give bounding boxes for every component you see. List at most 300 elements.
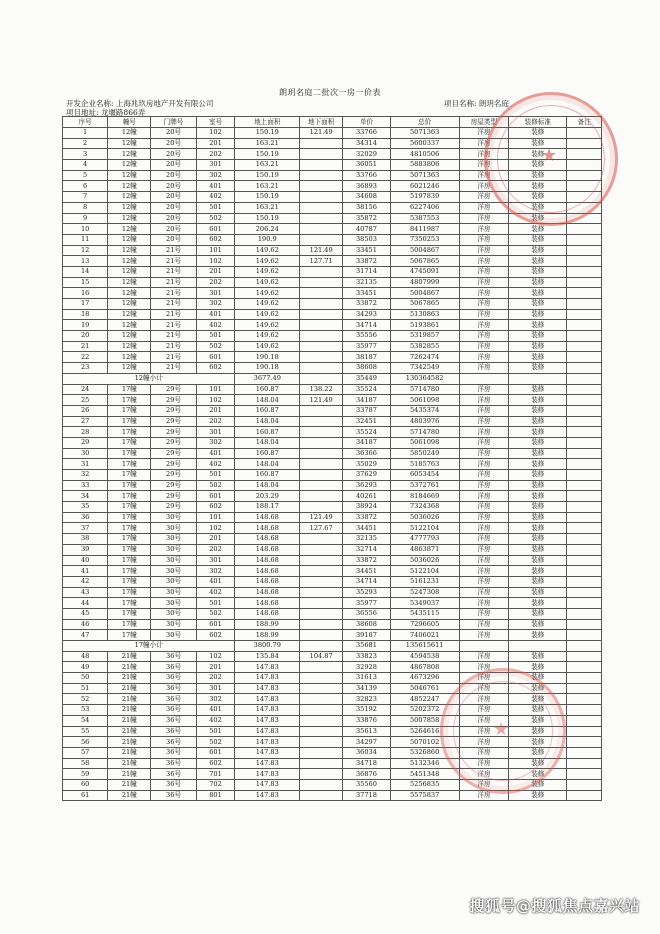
table-row (63, 651, 602, 662)
table-row (63, 277, 602, 288)
table-row (63, 587, 602, 598)
table-cell: 12 (63, 245, 108, 256)
table-cell (567, 416, 602, 427)
table-cell: 4852247 (390, 694, 459, 705)
table-cell: 16 (63, 288, 108, 299)
table-cell: 洋房 (459, 363, 509, 374)
project-line (444, 98, 509, 109)
table-cell: 36号 (151, 779, 196, 790)
table-cell: 装修 (509, 694, 567, 705)
table-cell: 32823 (343, 694, 390, 705)
table-cell: 洋房 (459, 352, 509, 363)
table-cell: 36893 (343, 181, 390, 192)
table-cell: 33823 (343, 651, 390, 662)
table-cell: 201 (196, 138, 235, 149)
table-cell: 21幢 (108, 747, 151, 758)
table-cell: 6227406 (390, 202, 459, 213)
table-cell: 5202372 (390, 705, 459, 716)
table-cell: 洋房 (459, 491, 509, 502)
table-cell: 190.18 (235, 352, 300, 363)
table-cell (567, 502, 602, 513)
subtotal-row (63, 373, 602, 384)
table-cell: 21 (63, 341, 108, 352)
table-cell: 洋房 (459, 790, 509, 801)
table-cell: 洋房 (459, 341, 509, 352)
table-cell: 147.83 (235, 779, 300, 790)
table-cell: 装修 (509, 192, 567, 203)
table-cell: 装修 (509, 630, 567, 641)
table-cell: 160.87 (235, 470, 300, 481)
table-row (63, 192, 602, 203)
table-cell (567, 630, 602, 641)
table-cell: 21幢 (108, 694, 151, 705)
table-cell: 洋房 (459, 630, 509, 641)
table-cell: 11 (63, 234, 108, 245)
table-cell: 30号 (151, 566, 196, 577)
table-cell: 601 (196, 352, 235, 363)
table-cell: 4867808 (390, 662, 459, 673)
table-row (63, 608, 602, 619)
table-cell: 30号 (151, 534, 196, 545)
table-cell: 31 (63, 459, 108, 470)
table-cell (567, 694, 602, 705)
table-cell (567, 523, 602, 534)
table-cell: 35613 (343, 726, 390, 737)
table-row (63, 202, 602, 213)
table-cell: 147.83 (235, 705, 300, 716)
table-row (63, 566, 602, 577)
table-cell: 104.87 (300, 651, 343, 662)
table-cell: 138.22 (300, 384, 343, 395)
table-cell: 502 (196, 341, 235, 352)
table-row (63, 299, 602, 310)
table-cell: 102 (196, 256, 235, 267)
table-cell: 163.21 (235, 202, 300, 213)
table-cell: 17幢 (108, 555, 151, 566)
table-cell: 洋房 (459, 427, 509, 438)
table-cell: 17幢 (108, 598, 151, 609)
table-cell: 40787 (343, 224, 390, 235)
table-cell: 29号 (151, 384, 196, 395)
table-cell (300, 299, 343, 310)
table-cell: 27 (63, 416, 108, 427)
table-cell: 35192 (343, 705, 390, 716)
table-cell: 36366 (343, 448, 390, 459)
table-cell: 装修 (509, 352, 567, 363)
table-cell: 5387553 (390, 213, 459, 224)
table-cell: 装修 (509, 523, 567, 534)
table-cell: 601 (196, 747, 235, 758)
table-cell: 602 (196, 630, 235, 641)
table-cell: 5247308 (390, 587, 459, 598)
table-row (63, 480, 602, 491)
table-cell: 20 (63, 331, 108, 342)
table-row (63, 395, 602, 406)
table-cell: 39 (63, 544, 108, 555)
table-cell: 21幢 (108, 790, 151, 801)
table-cell (567, 662, 602, 673)
table-cell: 402 (196, 587, 235, 598)
table-cell: 7296605 (390, 619, 459, 630)
table-row (63, 448, 602, 459)
table-cell: 33 (63, 480, 108, 491)
table-cell: 17幢 (108, 470, 151, 481)
table-cell: 4 (63, 160, 108, 171)
table-cell: 12幢 (108, 245, 151, 256)
table-cell: 洋房 (459, 502, 509, 513)
table-cell (300, 277, 343, 288)
table-cell: 21号 (151, 341, 196, 352)
page-title: 朗玥名庭二批次一房一价表 (279, 88, 381, 97)
table-cell: 32135 (343, 534, 390, 545)
table-cell: 12幢 (108, 149, 151, 160)
table-cell: 147.83 (235, 747, 300, 758)
table-cell: 装修 (509, 705, 567, 716)
table-cell (300, 491, 343, 502)
address-label: 项目地址: (66, 108, 99, 117)
table-cell: 148.68 (235, 566, 300, 577)
table-cell: 17幢 (108, 534, 151, 545)
table-cell: 21幢 (108, 758, 151, 769)
table-cell: 8411987 (390, 224, 459, 235)
table-cell: 5850249 (390, 448, 459, 459)
table-cell: 34297 (343, 737, 390, 748)
table-row (63, 534, 602, 545)
table-row (63, 405, 602, 416)
table-cell: 34608 (343, 192, 390, 203)
table-cell: 22 (63, 352, 108, 363)
table-cell: 洋房 (459, 128, 509, 139)
table-cell: 35524 (343, 427, 390, 438)
table-cell: 17幢 (108, 630, 151, 641)
table-cell: 装修 (509, 779, 567, 790)
table-cell (300, 181, 343, 192)
table-cell: 4673296 (390, 673, 459, 684)
table-row (63, 694, 602, 705)
table-cell (300, 534, 343, 545)
table-cell: 102 (196, 395, 235, 406)
table-row (63, 245, 602, 256)
table-cell (567, 769, 602, 780)
table-cell: 32029 (343, 149, 390, 160)
table-row (63, 598, 602, 609)
table-cell: 洋房 (459, 288, 509, 299)
table-cell: 46 (63, 619, 108, 630)
table-cell: 装修 (509, 491, 567, 502)
table-cell: 402 (196, 192, 235, 203)
table-cell (300, 779, 343, 790)
table-cell: 3 (63, 149, 108, 160)
table-cell: 洋房 (459, 459, 509, 470)
table-cell: 102 (196, 651, 235, 662)
table-cell: 8 (63, 202, 108, 213)
table-cell: 洋房 (459, 245, 509, 256)
table-cell: 501 (196, 726, 235, 737)
table-cell (567, 747, 602, 758)
table-cell: 12幢 (108, 352, 151, 363)
table-row (63, 427, 602, 438)
table-cell: 36号 (151, 673, 196, 684)
table-cell: 20号 (151, 202, 196, 213)
subtotal-price: 35681 (343, 641, 390, 652)
table-cell: 35029 (343, 459, 390, 470)
table-cell (567, 737, 602, 748)
table-cell: 149.62 (235, 299, 300, 310)
table-row (63, 384, 602, 395)
table-cell: 17幢 (108, 480, 151, 491)
table-cell (567, 181, 602, 192)
table-cell (300, 790, 343, 801)
table-cell: 502 (196, 608, 235, 619)
table-cell: 装修 (509, 673, 567, 684)
table-cell: 4594538 (390, 651, 459, 662)
table-cell: 洋房 (459, 587, 509, 598)
table-cell: 36556 (343, 608, 390, 619)
table-cell: 5349037 (390, 598, 459, 609)
table-cell: 54 (63, 715, 108, 726)
table-cell: 14 (63, 266, 108, 277)
table-cell (567, 790, 602, 801)
table-cell: 7 (63, 192, 108, 203)
table-cell: 17幢 (108, 459, 151, 470)
table-cell: 洋房 (459, 266, 509, 277)
column-header: 门牌号 (151, 117, 196, 128)
table-cell: 洋房 (459, 747, 509, 758)
table-cell: 148.68 (235, 523, 300, 534)
table-cell: 洋房 (459, 202, 509, 213)
table-cell: 36051 (343, 160, 390, 171)
table-cell: 30号 (151, 608, 196, 619)
table-cell: 4777793 (390, 534, 459, 545)
table-cell: 34451 (343, 523, 390, 534)
table-cell: 190.18 (235, 363, 300, 374)
table-cell: 21号 (151, 288, 196, 299)
table-cell: 装修 (509, 726, 567, 737)
table-cell: 5132346 (390, 758, 459, 769)
table-cell: 148.68 (235, 512, 300, 523)
table-cell: 装修 (509, 427, 567, 438)
table-cell (567, 480, 602, 491)
table-cell: 34139 (343, 683, 390, 694)
table-cell: 装修 (509, 331, 567, 342)
table-cell: 20号 (151, 128, 196, 139)
table-cell: 21幢 (108, 737, 151, 748)
table-cell: 101 (196, 512, 235, 523)
table-cell: 装修 (509, 384, 567, 395)
table-cell (567, 566, 602, 577)
table-cell: 洋房 (459, 737, 509, 748)
table-cell (300, 213, 343, 224)
table-cell: 1 (63, 128, 108, 139)
table-cell (567, 555, 602, 566)
table-cell: 37 (63, 523, 108, 534)
table-cell: 33787 (343, 405, 390, 416)
table-cell: 装修 (509, 715, 567, 726)
table-cell: 150.19 (235, 192, 300, 203)
table-cell: 洋房 (459, 566, 509, 577)
table-cell: 21幢 (108, 779, 151, 790)
table-cell: 44 (63, 598, 108, 609)
table-cell: 21号 (151, 331, 196, 342)
table-cell: 502 (196, 737, 235, 748)
table-cell: 502 (196, 213, 235, 224)
table-cell: 302 (196, 437, 235, 448)
table-cell: 202 (196, 544, 235, 555)
table-cell: 17幢 (108, 608, 151, 619)
table-row (63, 619, 602, 630)
table-cell: 401 (196, 576, 235, 587)
table-cell: 洋房 (459, 192, 509, 203)
table-cell: 12幢 (108, 256, 151, 267)
table-cell (567, 491, 602, 502)
table-cell: 30号 (151, 598, 196, 609)
table-cell: 20号 (151, 149, 196, 160)
table-cell: 302 (196, 170, 235, 181)
table-cell (567, 277, 602, 288)
table-cell: 5061098 (390, 395, 459, 406)
table-cell (567, 224, 602, 235)
table-cell: 17幢 (108, 523, 151, 534)
table-cell: 55 (63, 726, 108, 737)
table-cell: 149.62 (235, 266, 300, 277)
table-cell: 装修 (509, 662, 567, 673)
table-cell: 36号 (151, 737, 196, 748)
table-cell: 4810506 (390, 149, 459, 160)
table-cell: 装修 (509, 480, 567, 491)
table-cell: 5575837 (390, 790, 459, 801)
table-cell (567, 341, 602, 352)
table-cell (300, 619, 343, 630)
table-row (63, 170, 602, 181)
table-cell: 20号 (151, 170, 196, 181)
table-cell: 洋房 (459, 437, 509, 448)
table-row (63, 160, 602, 171)
subtotal-price: 35449 (343, 373, 390, 384)
table-cell: 33872 (343, 555, 390, 566)
table-row (63, 737, 602, 748)
table-cell: 31714 (343, 266, 390, 277)
table-cell: 301 (196, 288, 235, 299)
table-cell (300, 705, 343, 716)
table-row (63, 673, 602, 684)
table-cell: 29号 (151, 416, 196, 427)
table-cell: 装修 (509, 502, 567, 513)
subtotal-blank (300, 373, 343, 384)
seal-stamp-bottom: ★ (440, 668, 566, 794)
table-cell: 501 (196, 202, 235, 213)
table-row (63, 341, 602, 352)
table-cell: 20号 (151, 224, 196, 235)
table-cell: 17幢 (108, 566, 151, 577)
table-cell: 5071363 (390, 170, 459, 181)
table-cell: 36号 (151, 662, 196, 673)
table-cell: 12幢 (108, 288, 151, 299)
table-cell (567, 608, 602, 619)
table-cell: 装修 (509, 566, 567, 577)
table-cell: 5122104 (390, 566, 459, 577)
table-cell: 149.62 (235, 245, 300, 256)
table-cell: 50 (63, 673, 108, 684)
table-cell: 148.68 (235, 555, 300, 566)
table-cell: 装修 (509, 266, 567, 277)
subtotal-blank (567, 641, 602, 652)
table-cell: 洋房 (459, 256, 509, 267)
table-cell: 装修 (509, 459, 567, 470)
table-cell: 30号 (151, 576, 196, 587)
table-cell: 301 (196, 683, 235, 694)
table-cell (300, 544, 343, 555)
table-cell: 160.87 (235, 384, 300, 395)
table-cell: 501 (196, 470, 235, 481)
table-cell: 15 (63, 277, 108, 288)
table-cell: 装修 (509, 170, 567, 181)
table-cell: 17 (63, 299, 108, 310)
table-cell (567, 534, 602, 545)
table-cell (567, 512, 602, 523)
table-cell (567, 299, 602, 310)
table-cell (300, 405, 343, 416)
table-cell: 装修 (509, 544, 567, 555)
table-cell (567, 715, 602, 726)
table-row (63, 747, 602, 758)
table-cell: 5 (63, 170, 108, 181)
table-cell: 装修 (509, 299, 567, 310)
table-cell: 21幢 (108, 662, 151, 673)
table-cell: 36 (63, 512, 108, 523)
table-cell: 57 (63, 747, 108, 758)
table-cell: 7342549 (390, 363, 459, 374)
table-cell: 26 (63, 405, 108, 416)
table-cell: 17幢 (108, 416, 151, 427)
table-cell: 101 (196, 384, 235, 395)
table-cell: 148.04 (235, 416, 300, 427)
table-cell: 12幢 (108, 213, 151, 224)
table-cell (300, 320, 343, 331)
table-cell (300, 341, 343, 352)
table-cell (300, 769, 343, 780)
table-cell: 147.83 (235, 758, 300, 769)
table-cell (300, 170, 343, 181)
table-row (63, 149, 602, 160)
table-cell: 洋房 (459, 138, 509, 149)
table-cell (300, 598, 343, 609)
table-cell: 17幢 (108, 427, 151, 438)
table-cell: 30号 (151, 630, 196, 641)
table-cell: 38608 (343, 619, 390, 630)
table-cell: 13 (63, 256, 108, 267)
table-cell: 17幢 (108, 384, 151, 395)
table-cell: 装修 (509, 534, 567, 545)
table-cell: 20号 (151, 181, 196, 192)
table-cell: 洋房 (459, 384, 509, 395)
table-cell: 装修 (509, 758, 567, 769)
table-cell: 148.68 (235, 598, 300, 609)
table-cell (300, 726, 343, 737)
table-cell (567, 160, 602, 171)
table-cell: 501 (196, 598, 235, 609)
table-cell: 56 (63, 737, 108, 748)
table-cell: 33872 (343, 256, 390, 267)
table-cell: 21幢 (108, 651, 151, 662)
table-cell: 602 (196, 363, 235, 374)
table-cell: 洋房 (459, 651, 509, 662)
table-row (63, 715, 602, 726)
table-cell: 121.49 (300, 512, 343, 523)
table-cell: 洋房 (459, 480, 509, 491)
table-cell: 150.19 (235, 213, 300, 224)
table-cell: 201 (196, 534, 235, 545)
table-cell: 37629 (343, 470, 390, 481)
